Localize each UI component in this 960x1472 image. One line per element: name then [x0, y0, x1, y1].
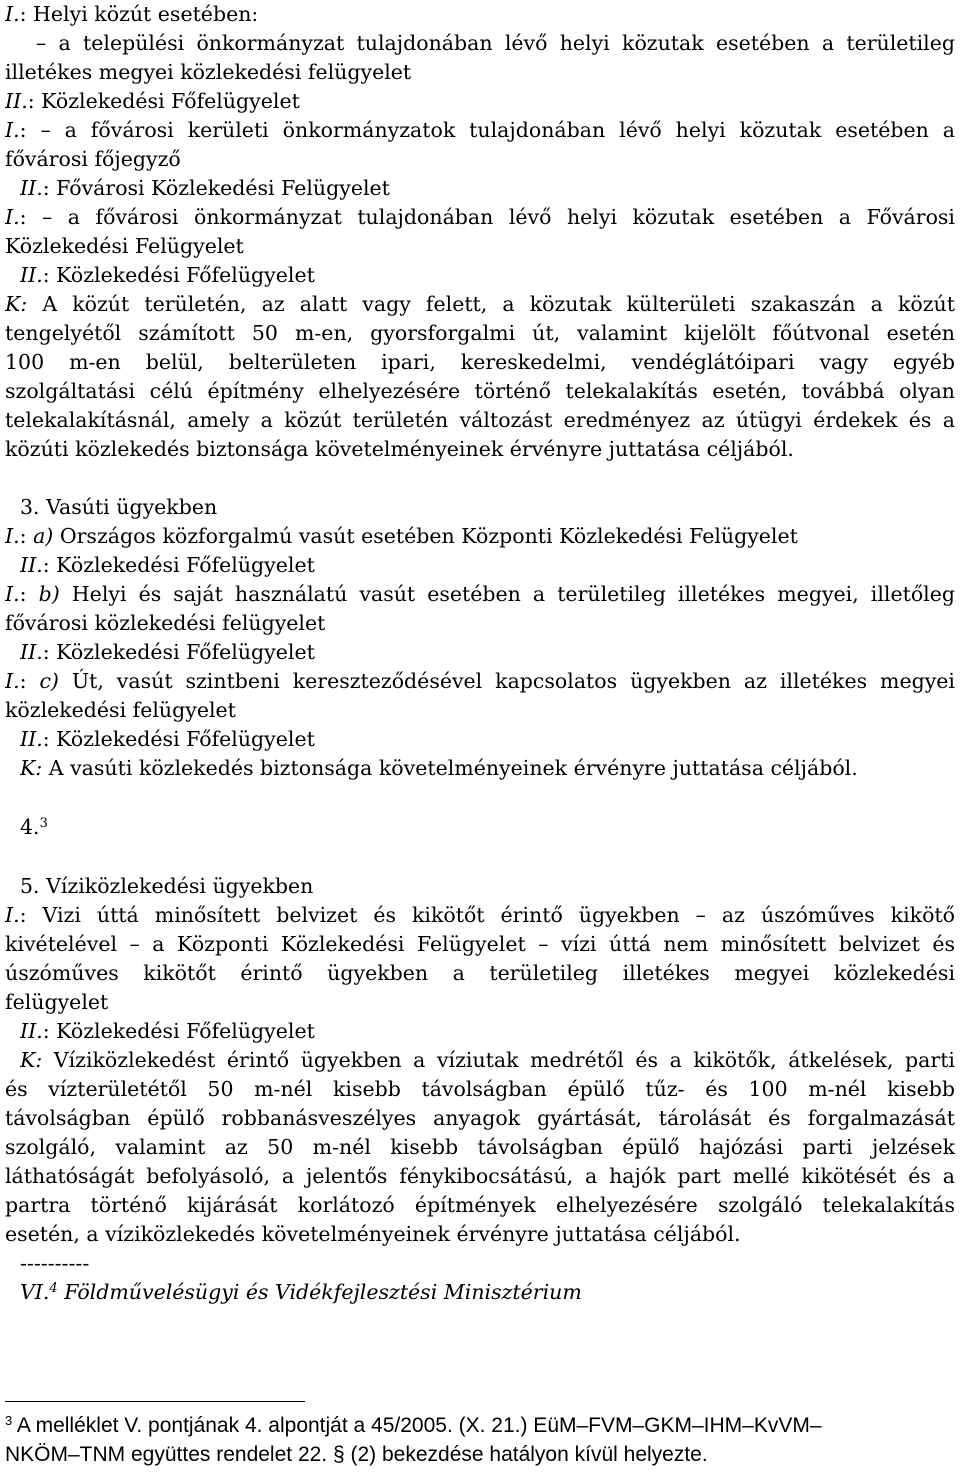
- text-line: [20, 1017, 955, 1046]
- line-text: ----------: [20, 1251, 90, 1275]
- text-line: [5, 58, 955, 87]
- line-text: Országos közforgalmú vasút esetében Központi Közlekedési Felügyelet: [53, 524, 798, 548]
- line-text: esetén, a víziközlekedés követelményeinek érvényre juttatása céljából.: [5, 1222, 741, 1246]
- text-line: [5, 1162, 955, 1191]
- text-line: [36, 29, 955, 58]
- text-line: [5, 1191, 955, 1220]
- line-text: kivételével – a Központi Közlekedési Felügyelet – vízi úttá nem minősített belvizet és: [5, 932, 955, 956]
- text-line: [5, 435, 955, 464]
- text-line: [5, 609, 955, 638]
- text-line: [5, 319, 955, 348]
- line-text: szolgáló, valamint az 50 m-nél kisebb távolságban épülő hajózási parti jelzések: [5, 1135, 955, 1159]
- text-line: [5, 145, 955, 174]
- item-label: c): [39, 669, 59, 693]
- level-label: I.: [5, 205, 20, 229]
- footnote-text: [5, 1412, 955, 1440]
- text-line: [20, 638, 955, 667]
- text-line: [20, 725, 955, 754]
- level-label: I.: [5, 903, 20, 927]
- footnote-line: NKÖM–TNM együttes rendelet 22. § (2) bekezdése hatályon kívül helyezte.: [5, 1443, 708, 1466]
- text-line: [20, 261, 955, 290]
- section-heading: [20, 813, 955, 842]
- line-text: fővárosi főjegyző: [5, 147, 181, 171]
- line-text: 100 m-en belül, belterületen ipari, kereskedelmi, vendéglátóipari vagy egyéb: [5, 350, 955, 374]
- level-label: II.: [20, 640, 43, 664]
- text-line: [5, 290, 955, 319]
- text-line: [5, 116, 955, 145]
- text-line: [5, 203, 955, 232]
- level-label: II.: [5, 89, 28, 113]
- line-text: telekalakításnál, amely a közút területén változást eredményez az útügyi érdekek és a: [5, 408, 955, 432]
- text-line: [5, 87, 955, 116]
- level-label: I.: [5, 118, 20, 142]
- level-label: II.: [20, 1019, 43, 1043]
- line-text: Helyi és saját használatú vasút esetében a területileg illetékes megyei, illetőleg: [59, 582, 955, 606]
- line-text: A közút területén, az alatt vagy felett, a közutak külterületi szakaszán a közút: [27, 292, 955, 316]
- text-line: [5, 1075, 955, 1104]
- text-line: [5, 1220, 955, 1249]
- text-line: [5, 377, 955, 406]
- line-text: Földművelésügyi és Vidékfejlesztési Minisztérium: [57, 1280, 582, 1304]
- line-text: : Közlekedési Főfelügyelet: [42, 553, 315, 577]
- item-label: b): [38, 582, 60, 606]
- line-text: : Fővárosi Közlekedési Felügyelet: [42, 176, 390, 200]
- text-line: [20, 1046, 955, 1075]
- level-label: II.: [20, 263, 43, 287]
- text-line: [5, 580, 955, 609]
- separator-text: [20, 1249, 955, 1278]
- line-text: közúti közlekedés biztonsága követelményeinek érvényre juttatása céljából.: [5, 437, 794, 461]
- level-label: I.: [5, 2, 20, 26]
- section-heading: [20, 872, 955, 901]
- line-text: távolságban épülő robbanásveszélyes anyagok gyártását, tárolását és forgalmazását: [5, 1106, 955, 1130]
- line-text: láthatóságát befolyásoló, a jelentős fénykibocsátású, a hajók part mellé kikötését és a: [5, 1164, 955, 1188]
- line-text: : – a fővárosi kerületi önkormányzatok tulajdonában lévő helyi közutak esetében a: [19, 118, 955, 142]
- text-line: [5, 0, 955, 29]
- line-text: :: [19, 524, 34, 548]
- line-text: közlekedési felügyelet: [5, 698, 236, 722]
- footnote-marker: 3: [5, 1413, 13, 1428]
- line-text: úszóműves kikötőt érintő ügyekben a területileg illetékes megyei közlekedési: [5, 961, 955, 985]
- level-label: II.: [20, 176, 43, 200]
- line-text: : Közlekedési Főfelügyelet: [42, 727, 315, 751]
- text-line: [5, 930, 955, 959]
- line-text: felügyelet: [5, 990, 109, 1014]
- line-text: és vízterületétől 50 m-nél kisebb távolságban épülő tűz- és 100 m-nél kisebb: [5, 1077, 955, 1101]
- level-label: VI.: [20, 1280, 50, 1304]
- line-text: : Közlekedési Főfelügyelet: [42, 1019, 315, 1043]
- text-line: [5, 348, 955, 377]
- line-text: Közlekedési Felügyelet: [5, 234, 244, 258]
- text-line: [20, 551, 955, 580]
- section-heading: [20, 493, 955, 522]
- level-label: K:: [20, 756, 43, 780]
- line-text: :: [19, 669, 40, 693]
- line-text: szolgáltatási célú építmény elhelyezésére történő telekalakítás esetén, továbbá olyan: [5, 379, 955, 403]
- line-text: 3. Vasúti ügyekben: [20, 495, 218, 519]
- item-label: a): [33, 524, 54, 548]
- footnote-divider: [5, 1401, 305, 1402]
- footnote-reference[interactable]: 3: [39, 816, 48, 831]
- line-text: tengelyétől számított 50 m-en, gyorsforgalmi út, valamint kijelölt főútvonal esetén: [5, 321, 955, 345]
- level-label: I.: [5, 582, 20, 606]
- text-line: [20, 174, 955, 203]
- line-text: 4.: [20, 815, 40, 839]
- text-line: [5, 232, 955, 261]
- level-label: K:: [5, 292, 28, 316]
- line-text: :: [19, 582, 39, 606]
- level-label: II.: [20, 553, 43, 577]
- level-label: I.: [5, 669, 20, 693]
- footnote-reference[interactable]: 4: [49, 1281, 58, 1296]
- line-text: : Vizi úttá minősített belvizet és kikötőt érintő ügyekben – az úszóműves kikötő: [19, 903, 955, 927]
- line-text: A vasúti közlekedés biztonsága követelményeinek érvényre juttatása céljából.: [42, 756, 858, 780]
- footnote-line: A melléklet V. pontjának 4. alpontját a 45/2005. (X. 21.) EüM–FVM–GKM–IHM–KvVM–: [12, 1414, 822, 1437]
- line-text: : Helyi közút esetében:: [19, 2, 259, 26]
- level-label: II.: [20, 727, 43, 751]
- line-text: Víziközlekedést érintő ügyekben a víziutak medrétől és a kikötők, átkelések, parti: [42, 1048, 955, 1072]
- level-label: I.: [5, 524, 20, 548]
- line-text: : Közlekedési Főfelügyelet: [42, 640, 315, 664]
- line-text: Út, vasút szintbeni kereszteződésével kapcsolatos ügyekben az illetékes megyei: [58, 669, 955, 693]
- text-line: [5, 522, 955, 551]
- line-text: 5. Víziközlekedési ügyekben: [20, 874, 314, 898]
- level-label: K:: [20, 1048, 43, 1072]
- text-line: [5, 1104, 955, 1133]
- section-heading: [20, 1278, 955, 1307]
- text-line: [20, 754, 955, 783]
- text-line: [5, 406, 955, 435]
- line-text: : Közlekedési Főfelügyelet: [27, 89, 300, 113]
- footnote-text: [5, 1441, 955, 1469]
- text-line: [5, 959, 955, 988]
- line-text: partra történő kijárását korlátozó építmények elhelyezésére szolgáló telekalakítás: [5, 1193, 955, 1217]
- line-text: : Közlekedési Főfelügyelet: [42, 263, 315, 287]
- line-text: illetékes megyei közlekedési felügyelet: [5, 60, 412, 84]
- line-text: fővárosi közlekedési felügyelet: [5, 611, 326, 635]
- text-line: [5, 667, 955, 696]
- text-line: [5, 1133, 955, 1162]
- text-line: [5, 901, 955, 930]
- text-line: [5, 988, 955, 1017]
- line-text: – a települési önkormányzat tulajdonában lévő helyi közutak esetében a területileg: [36, 31, 955, 55]
- line-text: : – a fővárosi önkormányzat tulajdonában lévő helyi közutak esetében a Fővárosi: [19, 205, 955, 229]
- text-line: [5, 696, 955, 725]
